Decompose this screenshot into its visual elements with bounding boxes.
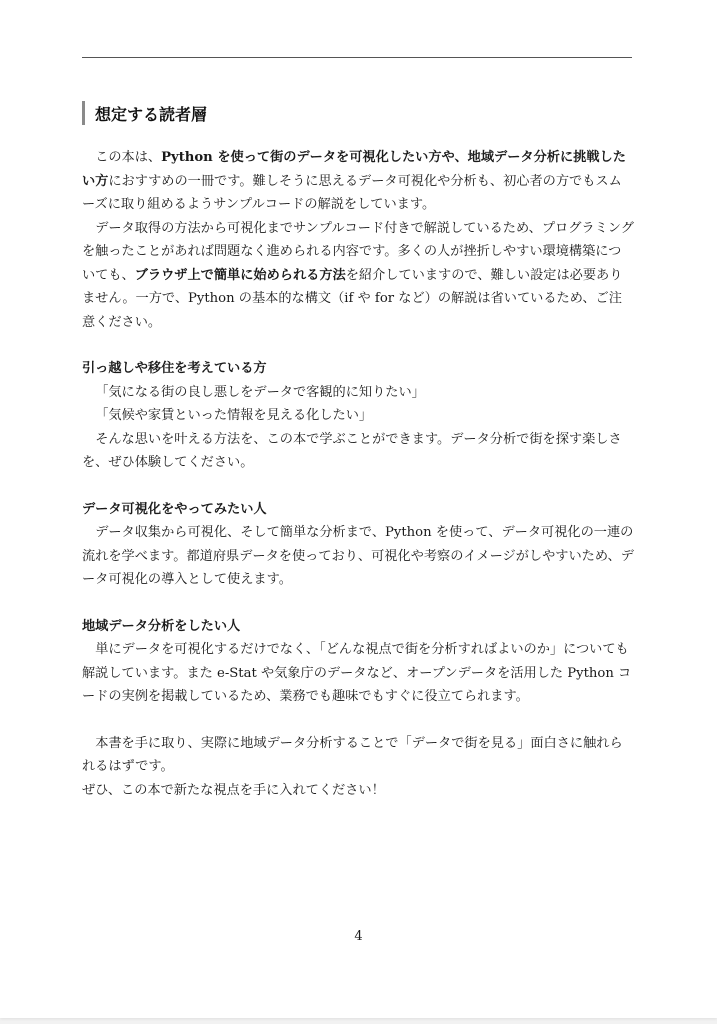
intro-p1-c: におすすめの一冊です。難しそうに思えるデータ可視化や分析も、初心者の方でもスムーズに取り組めるようサンプルコードの解説をしています。 <box>82 173 622 212</box>
spacer <box>82 475 634 498</box>
intro-paragraph-1 <box>82 146 634 217</box>
intro-p1-a: この本は、 <box>95 150 162 165</box>
reader1-title: 引っ越しや移住を考えている方 <box>82 361 267 376</box>
intro-p2-a: データ取得の方法から可視化までサンプルコード付きで解説しているため、プログラミングを触ったことがあれば問題なく進められる内容です。多くの人が挫折しやすい環境構築についても、 <box>82 220 634 283</box>
reader1-text: そんな思いを叶える方法を、この本で学ぶことができます。データ分析で街を探す楽しさを、ぜひ体験してください。 <box>82 431 622 470</box>
intro-paragraph-2 <box>82 217 634 335</box>
header-rule <box>82 57 632 58</box>
reader3-text: 単にデータを可視化するだけでなく、「どんな視点で街を分析すればよいのか」についても解説しています。また e-Stat や気象庁のデータなど、オープンデータを活用した Python コードの実例を掲載しているため、業務でも趣味でもすぐに役立てられます。 <box>82 642 632 704</box>
intro-p2-c: を紹介していますので、難しい設定は必要ありません。一方で、Python の基本的な構文（if や for など）の解説は省いているため、ご注意ください。 <box>82 267 623 330</box>
intro-p1-bold: Python を使って街のデータを可視化したい方や、地域データ分析に挑戦したい方 <box>82 150 626 189</box>
intro-p2-bold: ブラウザ上で簡単に始められる方法 <box>134 267 346 283</box>
section-heading <box>82 101 207 125</box>
closing-paragraph-2: ぜひ、この本で新たな視点を手に入れてください！ <box>82 782 385 798</box>
reader1-quote-1: 「気になる街の良し悪しをデータで客観的に知りたい」 <box>95 384 425 400</box>
section-title: 想定する読者層 <box>95 104 208 124</box>
spacer <box>82 592 634 615</box>
reader1-quote-2: 「気候や家賃といった情報を見える化したい」 <box>95 408 373 423</box>
spacer <box>82 709 634 732</box>
reader2-title: データ可視化をやってみたい人 <box>82 501 267 517</box>
closing-paragraph-1: 本書を手に取り、実際に地域データ分析することで「データで街を見る」面白さに触れられるはずです。 <box>82 735 623 774</box>
heading-accent-bar <box>82 101 85 125</box>
reader2-text: データ収集から可視化、そして簡単な分析まで、Python を使って、データ可視化の一連の流れを学べます。都道府県データを使っており、可視化や考察のイメージがしやすいため、データ可視化の導入として使えます。 <box>82 525 634 587</box>
page-number: 4 <box>354 929 363 944</box>
reader3-title: 地域データ分析をしたい人 <box>82 618 241 634</box>
body-text <box>82 146 634 802</box>
spacer <box>82 334 634 357</box>
